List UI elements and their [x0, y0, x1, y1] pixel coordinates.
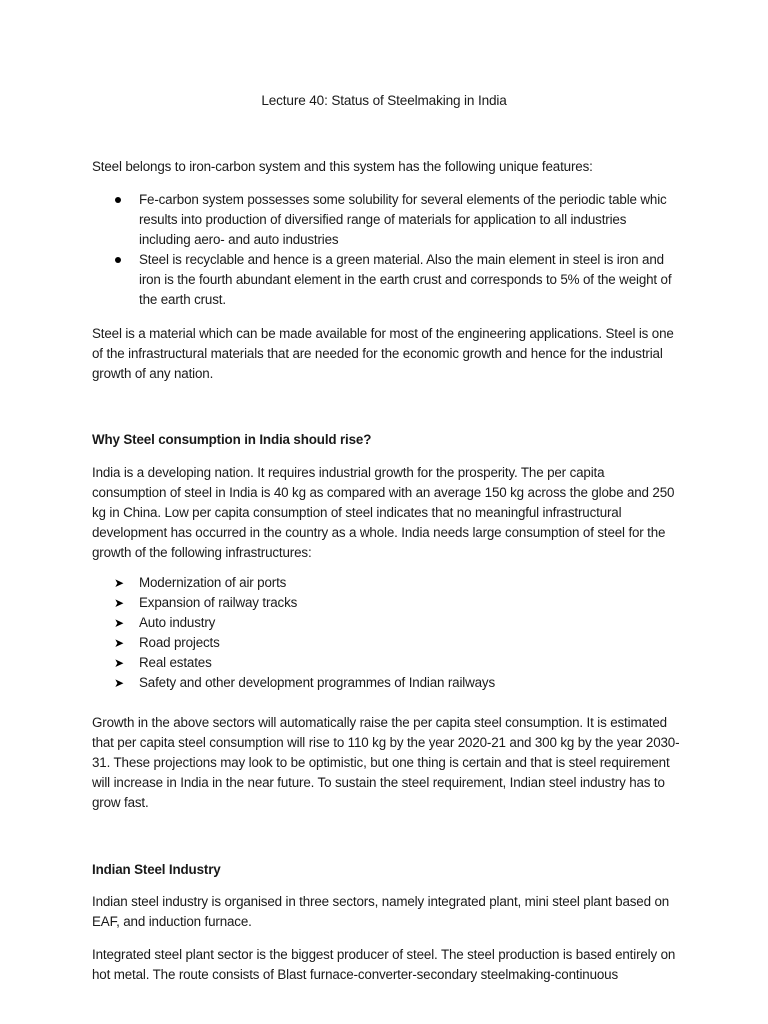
list-item-label: Expansion of railway tracks [139, 595, 298, 610]
list-item [92, 633, 680, 653]
list-item-label: Real estates [139, 655, 212, 670]
page-title: Lecture 40: Status of Steelmaking in India [261, 93, 507, 108]
infrastructures-list [92, 573, 680, 693]
list-item [92, 573, 680, 593]
growth-paragraph: Growth in the above sectors will automatically raise the per capita steel consumption. It is estimated that per capita steel consumption will rise to 110 kg by the year 2020-21 and 300 kg by the year 2030-31. These projections may look to be optimistic, but one thing is certain and that is steel requirement will increase in India in the near future. To sustain the steel requirement, Indian steel industry has to grow fast. [92, 715, 680, 810]
integrated-paragraph: Integrated steel plant sector is the biggest producer of steel. The steel production is based entirely on hot metal. The route consists of Blast furnace-converter-secondary steelmaking-continuous [92, 947, 676, 982]
arrow-bullet-icon: ➤ [114, 616, 124, 630]
india-paragraph: India is a developing nation. It requires industrial growth for the prosperity. The per capita consumption of steel in India is 40 kg as compared with an average 150 kg across the globe and 250 kg in China. Low per capita consumption of steel indicates that no meaningful infrastructural development has occurred in the country as a whole. India needs large consumption of steel for the growth of the following infrastructures: [92, 465, 675, 560]
list-item [92, 613, 680, 633]
arrow-bullet-icon: ➤ [114, 576, 124, 590]
list-item [92, 653, 680, 673]
features-list [92, 190, 680, 310]
heading-why-consumption: Why Steel consumption in India should rise? [92, 432, 372, 447]
intro-paragraph: Steel belongs to iron-carbon system and this system has the following unique features: [92, 159, 593, 174]
list-item-label: Road projects [139, 635, 220, 650]
material-paragraph: Steel is a material which can be made available for most of the engineering applications. Steel is one of the infrastructural materials that are needed for the economic growth and hence for the industrial growth of any nation. [92, 326, 674, 381]
sectors-paragraph: Indian steel industry is organised in three sectors, namely integrated plant, mini steel plant based on EAF, and induction furnace. [92, 894, 670, 929]
list-item: Steel is recyclable and hence is a green material. Also the main element in steel is iron and iron is the fourth abundant element in the earth crust and corresponds to 5% of the weight of the earth crust. [92, 250, 680, 310]
list-item-label: Modernization of air ports [139, 575, 287, 590]
list-item [92, 673, 680, 693]
arrow-bullet-icon: ➤ [114, 636, 124, 650]
list-item-label: Auto industry [139, 615, 216, 630]
heading-indian-steel-industry: Indian Steel Industry [92, 862, 221, 877]
list-item: Fe-carbon system possesses some solubility for several elements of the periodic table whic results into production of diversified range of materials for application to all industries including aero- and auto industries [92, 190, 680, 250]
arrow-bullet-icon: ➤ [114, 596, 124, 610]
arrow-bullet-icon: ➤ [114, 676, 124, 690]
list-item [92, 593, 680, 613]
list-item-label: Safety and other development programmes of Indian railways [139, 675, 496, 690]
arrow-bullet-icon: ➤ [114, 656, 124, 670]
